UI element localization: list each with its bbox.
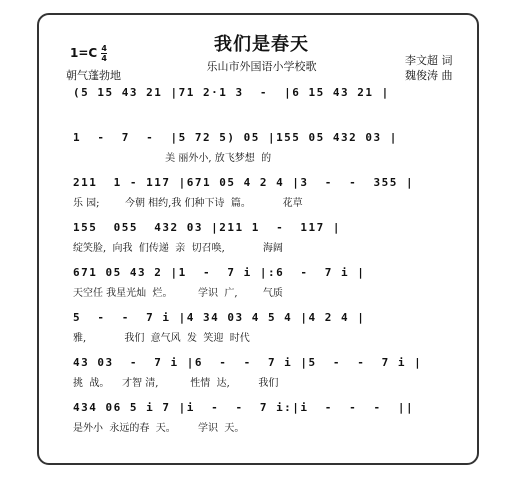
notation-line: 434 06 5 i 7 |i - - 7 i:|i - - - || (73, 401, 415, 414)
key-label: 1=C (70, 46, 98, 60)
tempo-marking: 朝气蓬勃地 (66, 69, 121, 82)
key-signature (70, 44, 107, 63)
song-subtitle: 乐山市外国语小学校歌 (206, 60, 317, 73)
lyric-line: 挑 战。 才智 清, 性情 达, 我们 (73, 378, 279, 389)
notation-line: 671 05 43 2 |1 - 7 i |:6 - 7 i | (73, 266, 366, 279)
song-title: 我们是春天 (214, 34, 309, 55)
notation-line: 5 - - 7 i |4 34 03 4 5 4 |4 2 4 | (73, 311, 366, 324)
lyricist-credit: 李文超 词 (405, 54, 453, 67)
lyric-line: 雅, 我们 意气风 发 笑迎 时代 (73, 333, 250, 344)
lyric-line: 乐 园; 今朝 相约,我 们种下诗 篇。 花草 (73, 198, 303, 209)
composer-credit: 魏俊涛 曲 (405, 69, 453, 82)
lyric-line: 是外小 永远的春 天。 学识 天。 (73, 423, 245, 434)
time-signature (101, 44, 107, 63)
lyric-line: 美 丽外小, 放飞梦想 的 (73, 153, 272, 164)
lyric-line: 绽笑脸, 向我 们传递 亲 切召唤, 海阔 (73, 243, 283, 254)
notation-line: 211 1 - 117 |671 05 4 2 4 |3 - - 355 | (73, 176, 415, 189)
notation-line: 1 - 7 - |5 72 5) 05 |155 05 432 03 | (73, 131, 398, 144)
notation-line: 43 03 - 7 i |6 - - 7 i |5 - - 7 i | (73, 356, 423, 369)
time-bottom: 4 (101, 54, 107, 63)
notation-line: 155 055 432 03 |211 1 - 117 | (73, 221, 342, 234)
time-top: 4 (101, 44, 107, 53)
lyric-line: 天空任 我星光灿 烂。 学识 广, 气质 (73, 288, 283, 299)
notation-line: (5 15 43 21 |71 2·1 3 - |6 15 43 21 | (73, 86, 390, 99)
